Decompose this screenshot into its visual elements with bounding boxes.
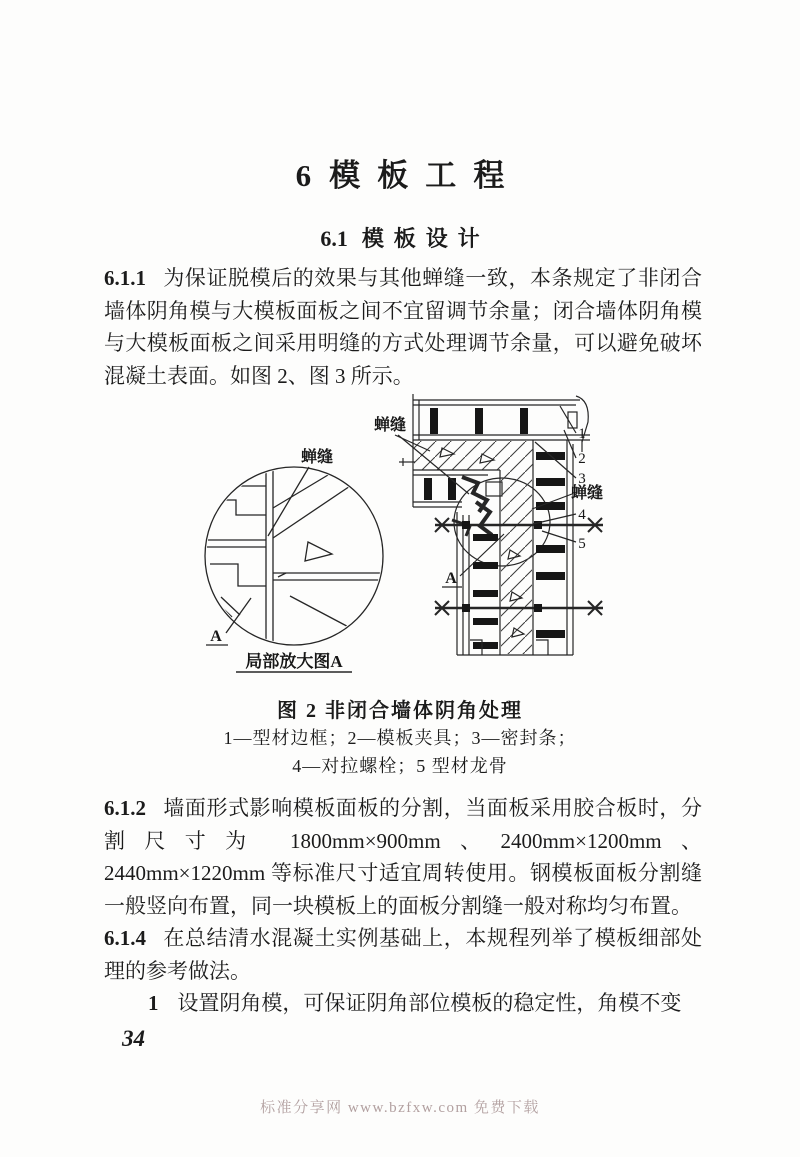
callout-5: 5 xyxy=(578,536,586,552)
clause-6-1-1 xyxy=(104,262,702,392)
figure-caption: 图 2 非闭合墙体阴角处理 xyxy=(277,700,523,722)
list-item-text: 设置阴角模，可保证阴角部位模板的稳定性，角模不变 xyxy=(177,991,682,1015)
detail-marker-a-right: A xyxy=(445,570,457,587)
clause-text: 为保证脱模后的效果与其他蝉缝一致，本条规定了非闭合墙体阴角模与大模板面板之间不宜留调节余量；闭合墙体阴角模与大模板面板之间采用明缝的方式处理调节余量，可以避免破坏混凝土表面。如图 2、图 3 所示。 xyxy=(104,266,702,388)
clause-6-1-4 xyxy=(104,922,702,987)
list-item-number: 1 xyxy=(148,991,159,1015)
clause-text: 墙面形式影响模板面板的分割，当面板采用胶合板时，分割尺寸为 1800mm×900mm、2400mm×1200mm、2440mm×1220mm 等标准尺寸适宜周转使用。钢模板面板分割缝一般竖向布置，同一块模板上的面板分割缝一般对称均匀布置。 xyxy=(104,796,702,918)
clause-text: 在总结清水混凝土实例基础上，本规程列举了模板细部处理的参考做法。 xyxy=(104,926,702,983)
seam-label-right: 蝉缝 xyxy=(570,485,604,502)
list-item-1 xyxy=(104,987,702,1020)
figure-2 xyxy=(90,382,710,698)
callout-2: 2 xyxy=(578,451,586,467)
chapter-title-text: 模板工程 xyxy=(329,158,522,193)
section-title-text: 模板设计 xyxy=(361,226,490,251)
detail-marker-a-left: A xyxy=(210,628,222,645)
callout-4: 4 xyxy=(578,507,586,523)
callout-1: 1 xyxy=(578,426,586,442)
figure-2-drawing xyxy=(90,382,710,698)
seam-label-top: 蝉缝 xyxy=(373,417,407,434)
detail-circle-drawing xyxy=(202,467,383,672)
callout-3: 3 xyxy=(578,471,586,487)
section-number: 6.1 xyxy=(320,226,348,251)
figure-legend-line1: 1—型材边框；2—模板夹具；3—密封条； xyxy=(223,728,577,748)
body-text-lower xyxy=(104,792,702,1020)
corner-plan-drawing xyxy=(395,394,603,655)
clause-number: 6.1.4 xyxy=(104,926,146,950)
section-heading xyxy=(0,222,800,253)
clause-number: 6.1.2 xyxy=(104,796,146,820)
page-number: 34 xyxy=(122,1026,145,1051)
chapter-number: 6 xyxy=(295,158,312,193)
chapter-title xyxy=(0,150,800,195)
seam-label-detail: 蝉缝 xyxy=(300,449,334,466)
clause-6-1-2 xyxy=(104,792,702,922)
body-text-upper xyxy=(104,262,702,392)
detail-caption: 局部放大图A xyxy=(245,652,343,671)
clause-number: 6.1.1 xyxy=(104,266,146,290)
watermark-text: 标准分享网 www.bzfxw.com 免费下载 xyxy=(260,1100,540,1116)
figure-legend-line2: 4—对拉螺栓；5 型材龙骨 xyxy=(292,756,508,776)
